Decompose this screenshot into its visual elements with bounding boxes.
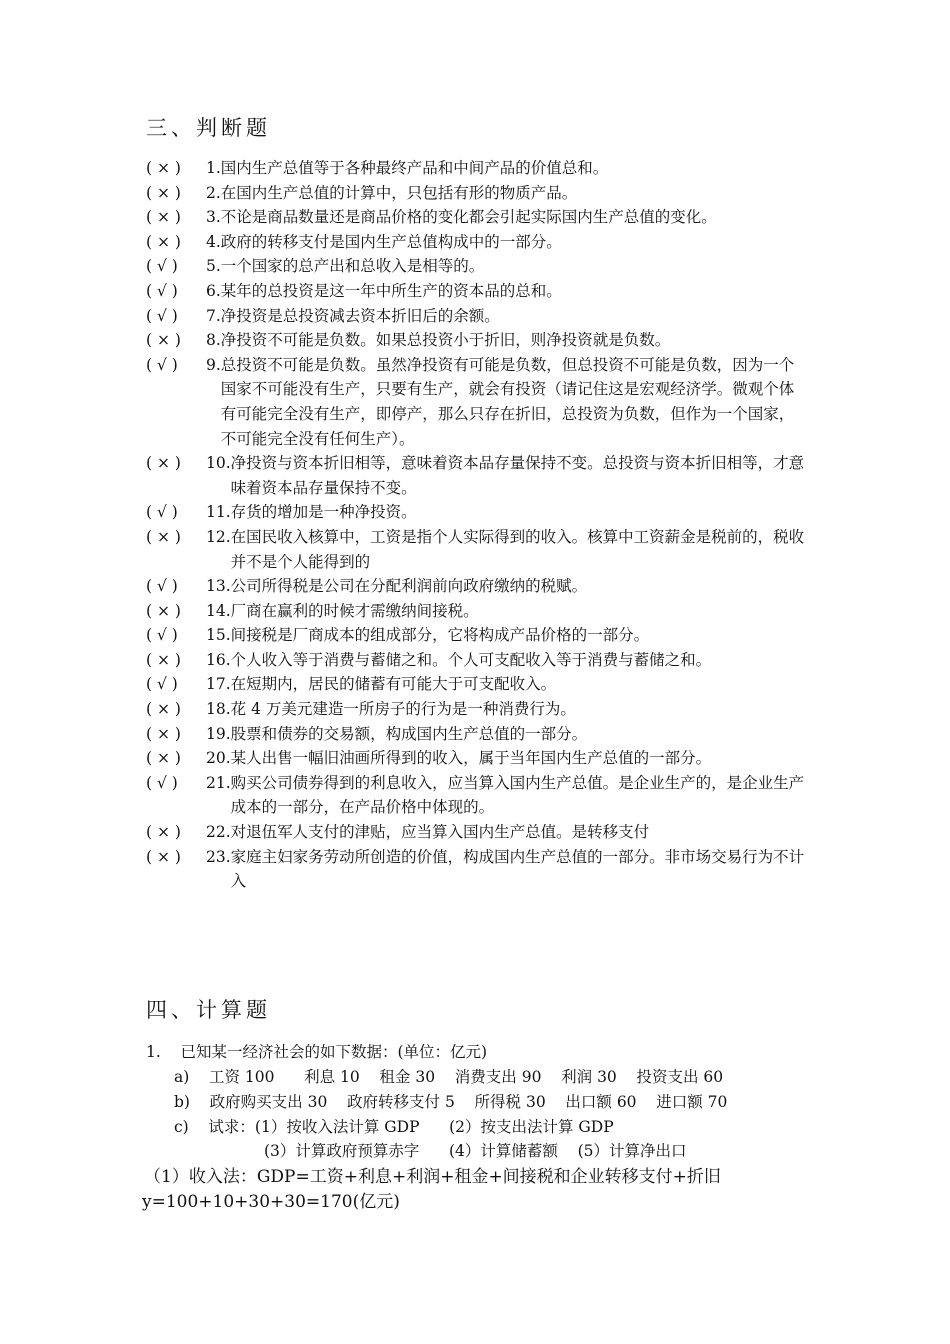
answer-mark: ( × ) — [146, 650, 181, 669]
item-text: 家庭主妇家务劳动所创造的价值，构成国内生产总值的一部分。非市场交易行为不计入 — [230, 847, 805, 891]
item-text: 净投资是总投资减去资本折旧后的余额。 — [220, 306, 500, 325]
list-item — [146, 672, 826, 697]
item-number: 18. — [206, 700, 231, 719]
item-text: 不论是商品数量还是商品价格的变化都会引起实际国内生产总值的变化。 — [220, 208, 717, 227]
item-number: 14. — [206, 601, 231, 620]
answer-mark: ( × ) — [146, 331, 181, 350]
list-item — [146, 279, 826, 304]
item-number: 17. — [206, 675, 231, 694]
list-item — [146, 746, 826, 771]
list-item — [146, 328, 826, 353]
answer-mark: ( × ) — [146, 724, 181, 743]
item-text: 政府的转移支付是国内生产总值构成中的一部分。 — [220, 232, 562, 251]
item-text: 一个国家的总产出和总收入是相等的。 — [220, 257, 485, 276]
answer-mark: ( √ ) — [146, 675, 178, 694]
answer-mark: ( × ) — [146, 454, 181, 473]
item-text: 某年的总投资是这一年中所生产的资本品的总和。 — [220, 281, 562, 300]
item-number: 3. — [206, 208, 221, 227]
item-text: 花 4 万美元建造一所房子的行为是一种消费行为。 — [230, 700, 576, 719]
answer-mark: ( √ ) — [146, 355, 178, 374]
answer-formula: y=100+10+30+30=170(亿元) — [142, 1192, 400, 1212]
item-text: 存货的增加是一种净投资。 — [230, 503, 417, 522]
item-number: 16. — [206, 650, 231, 669]
answer-mark: ( × ) — [146, 232, 181, 251]
item-number: 12. — [206, 527, 231, 546]
item-number: 19. — [206, 724, 231, 743]
answer-mark: ( √ ) — [146, 306, 178, 325]
answer-mark: ( √ ) — [146, 281, 178, 300]
answer-mark: ( × ) — [146, 700, 181, 719]
answer-mark: ( × ) — [146, 847, 181, 866]
answer-mark: ( × ) — [146, 183, 181, 202]
answer-mark: ( √ ) — [146, 257, 178, 276]
data-line-b: b) 政府购买支出 30 政府转移支付 5 所得税 30 出口额 60 进口额 70 — [174, 1093, 728, 1111]
list-item — [146, 230, 826, 255]
item-number: 5. — [206, 257, 221, 276]
item-number: 1. — [206, 159, 221, 177]
item-text: 在短期内，居民的储蓄有可能大于可支配收入。 — [230, 675, 557, 694]
item-number: 13. — [206, 577, 231, 596]
data-line-a: a) 工资 100 利息 10 租金 30 消费支出 90 利润 30 投资支出 60 — [174, 1068, 724, 1086]
item-number: 23. — [206, 847, 231, 866]
question-1: 1. 已知某一经济社会的如下数据：(单位：亿元) — [146, 1043, 488, 1061]
list-item — [146, 771, 826, 820]
task-line-c: c) 试求：(1）按收入法计算 GDP (2）按支出法计算 GDP — [174, 1118, 614, 1136]
item-number: 2. — [206, 183, 221, 202]
item-text: 厂商在赢利的时候才需缴纳间接税。 — [230, 601, 479, 620]
list-item — [146, 304, 826, 329]
answer-mark: ( √ ) — [146, 773, 178, 792]
answer-mark: ( × ) — [146, 527, 181, 546]
item-text: 某人出售一幅旧油画所得到的收入，属于当年国内生产总值的一部分。 — [230, 749, 712, 768]
item-number: 9. — [206, 355, 221, 374]
section-title-true-false: 三、判断题 — [146, 116, 271, 140]
item-text: 总投资不可能是负数。虽然净投资有可能是负数，但总投资不可能是负数，因为一个国家不可能没有生产，只要有生产，就会有投资（请记住这是宏观经济学。微观个体有可能完全没有生产，即停产，那么只存在折旧，总投资为负数，但作为一个国家，不可能完全没有任何生产）。 — [220, 355, 795, 448]
list-item — [146, 254, 826, 279]
item-number: 20. — [206, 749, 231, 768]
item-number: 7. — [206, 306, 221, 325]
item-number: 6. — [206, 281, 221, 300]
answer-mark: ( √ ) — [146, 626, 178, 645]
true-false-list — [146, 156, 826, 894]
item-number: 22. — [206, 823, 231, 842]
list-item — [146, 451, 826, 500]
list-item — [146, 525, 826, 574]
list-item — [146, 353, 826, 451]
answer-mark: ( √ ) — [146, 577, 178, 596]
item-number: 15. — [206, 626, 231, 645]
item-text: 间接税是厂商成本的组成部分，它将构成产品价格的一部分。 — [230, 626, 650, 645]
item-text: 公司所得税是公司在分配利润前向政府缴纳的税赋。 — [230, 577, 588, 596]
item-text: 在国民收入核算中，工资是指个人实际得到的收入。核算中工资薪金是税前的，税收并不是个人能得到的 — [230, 527, 805, 571]
answer-mark: ( × ) — [146, 749, 181, 768]
list-item — [146, 156, 826, 181]
list-item — [146, 722, 826, 747]
item-number: 4. — [206, 232, 221, 251]
list-item — [146, 205, 826, 230]
list-item — [146, 845, 826, 894]
item-text: 个人收入等于消费与蓄储之和。个人可支配收入等于消费与蓄储之和。 — [230, 650, 712, 669]
answer-mark: ( × ) — [146, 159, 181, 177]
item-text: 净投资不可能是负数。如果总投资小于折旧，则净投资就是负数。 — [220, 331, 671, 350]
answer-mark: ( × ) — [146, 823, 181, 842]
answer-income-method: （1）收入法：GDP=工资+利息+利润+租金+间接税和企业转移支付+折旧 — [144, 1167, 721, 1187]
list-item — [146, 181, 826, 206]
task-line-c-continued: (3）计算政府预算赤字 (4）计算储蓄额 (5）计算净出口 — [264, 1142, 687, 1160]
item-text: 在国内生产总值的计算中，只包括有形的物质产品。 — [220, 183, 578, 202]
list-item — [146, 623, 826, 648]
list-item — [146, 820, 826, 845]
answer-mark: ( √ ) — [146, 503, 178, 522]
section-title-calculation: 四、计算题 — [146, 998, 271, 1022]
list-item — [146, 697, 826, 722]
item-number: 11. — [206, 503, 231, 522]
list-item — [146, 648, 826, 673]
item-text: 股票和债券的交易额，构成国内生产总值的一部分。 — [230, 724, 588, 743]
list-item — [146, 574, 826, 599]
item-number: 10. — [206, 454, 231, 473]
answer-mark: ( × ) — [146, 208, 181, 227]
item-text: 国内生产总值等于各种最终产品和中间产品的价值总和。 — [220, 159, 609, 177]
item-text: 购买公司债券得到的利息收入，应当算入国内生产总值。是企业生产的，是企业生产成本的一部分，在产品价格中体现的。 — [230, 773, 805, 817]
item-number: 21. — [206, 773, 231, 792]
answer-mark: ( × ) — [146, 601, 181, 620]
item-text: 净投资与资本折旧相等，意味着资本品存量保持不变。总投资与资本折旧相等，才意味着资本品存量保持不变。 — [230, 454, 805, 497]
item-number: 8. — [206, 331, 221, 350]
list-item — [146, 599, 826, 624]
list-item — [146, 500, 826, 525]
item-text: 对退伍军人支付的津贴，应当算入国内生产总值。是转移支付 — [230, 823, 650, 842]
